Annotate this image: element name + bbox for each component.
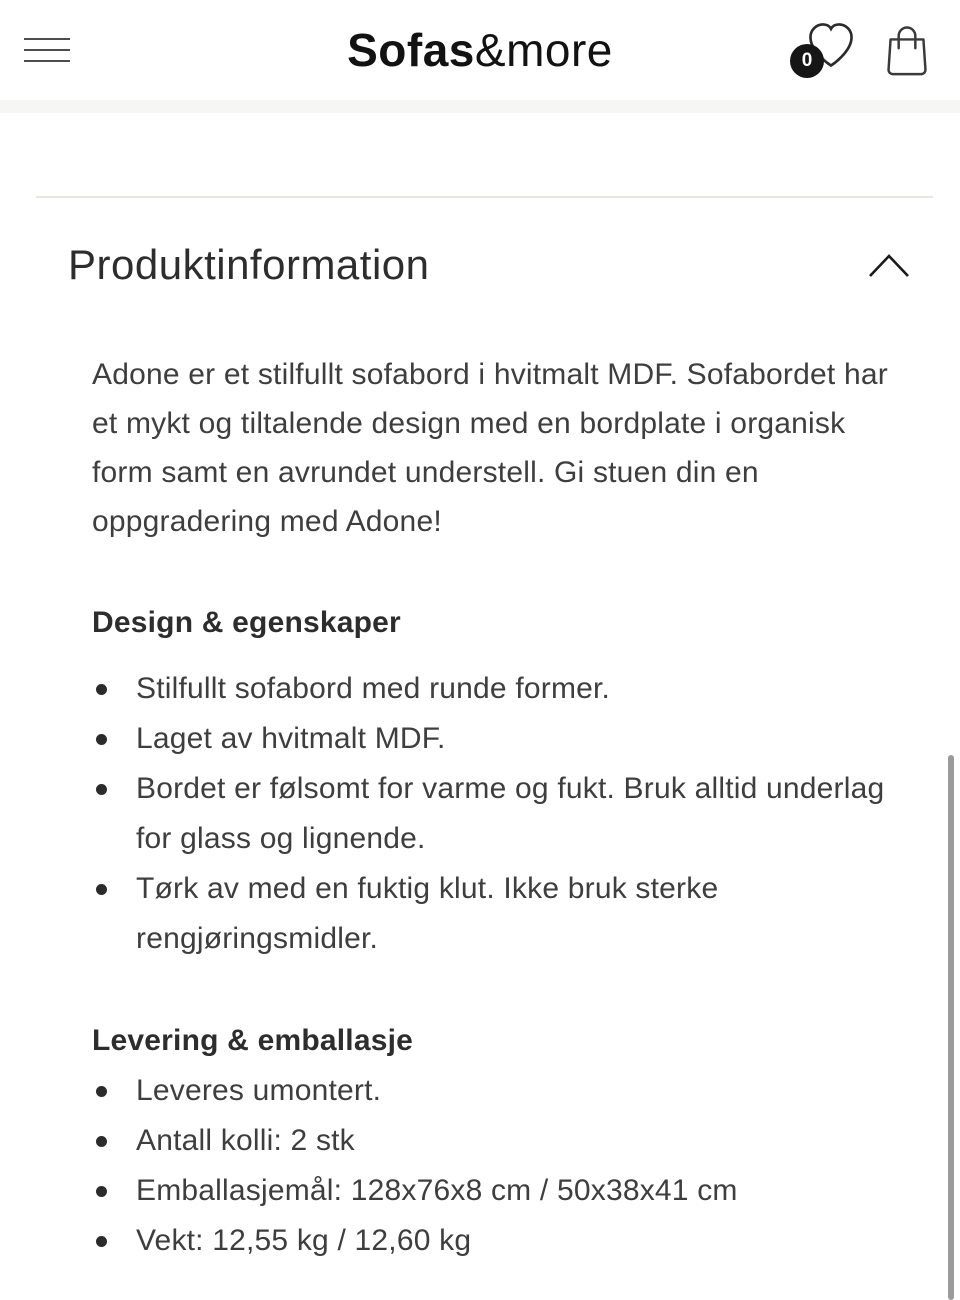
section-divider	[36, 196, 933, 198]
bullet-text: Leveres umontert.	[136, 1074, 382, 1107]
header-shadow-strip	[0, 100, 960, 113]
site-logo[interactable]	[347, 23, 613, 77]
header-icons	[802, 16, 936, 84]
section-title: Produktinformation	[68, 241, 430, 288]
menu-line	[24, 49, 70, 51]
bullet-text: Tørk av med en fuktig klut. Ikke bruk sterke rengjøringsmidler.	[136, 872, 719, 955]
cart-button[interactable]	[880, 16, 936, 84]
bullet-item	[92, 1116, 892, 1166]
bullet-text: Emballasjemål: 128x76x8 cm / 50x38x41 cm	[136, 1174, 738, 1207]
bullet-icon	[96, 1236, 107, 1247]
site-header	[0, 0, 960, 100]
bullet-icon	[96, 734, 107, 745]
bullet-item	[92, 714, 892, 764]
bullet-text: Bordet er følsomt for varme og fukt. Bruk alltid underlag for glass og lignende.	[136, 772, 885, 855]
bullet-text: Vekt: 12,55 kg / 12,60 kg	[136, 1224, 472, 1257]
subheading-delivery: Levering & emballasje	[92, 1024, 414, 1057]
wishlist-count-badge: 0	[790, 44, 824, 78]
bullet-item	[92, 1166, 892, 1216]
bullet-icon	[96, 1136, 107, 1147]
scrollbar[interactable]	[948, 755, 954, 1300]
bullet-item	[92, 864, 892, 964]
bullet-item	[92, 764, 892, 864]
bullet-text: Stilfullt sofabord med runde former.	[136, 672, 611, 705]
subheading-design: Design & egenskaper	[92, 606, 401, 639]
section-body	[36, 350, 933, 1266]
bullet-item	[92, 1066, 892, 1116]
menu-line	[24, 38, 70, 40]
logo-text-bold: Sofas	[347, 24, 475, 76]
bullet-icon	[96, 1086, 107, 1097]
bullet-icon	[96, 784, 107, 795]
bullet-item	[92, 664, 892, 714]
bullet-icon	[96, 1186, 107, 1197]
product-description: Adone er et stilfullt sofabord i hvitmalt MDF. Sofabordet har et mykt og tiltalende design med en bordplate i organisk form samt en avrundet understell. Gi stuen din en oppgradering med Adone!	[92, 358, 888, 538]
product-info-section	[0, 196, 960, 1266]
bullet-item	[92, 1216, 892, 1266]
bullet-icon	[96, 684, 107, 695]
chevron-up-icon	[867, 251, 911, 279]
logo-text-light: &more	[474, 24, 613, 76]
product-info-accordion-header[interactable]	[36, 234, 933, 296]
menu-line	[24, 60, 70, 62]
wishlist-button[interactable]	[802, 16, 860, 76]
menu-button[interactable]	[24, 28, 70, 72]
bullet-icon	[96, 884, 107, 895]
shopping-bag-icon	[880, 20, 934, 80]
bullet-text: Antall kolli: 2 stk	[136, 1124, 355, 1157]
delivery-bullet-list	[92, 1066, 923, 1266]
bullet-text: Laget av hvitmalt MDF.	[136, 722, 446, 755]
design-bullet-list	[92, 664, 923, 964]
